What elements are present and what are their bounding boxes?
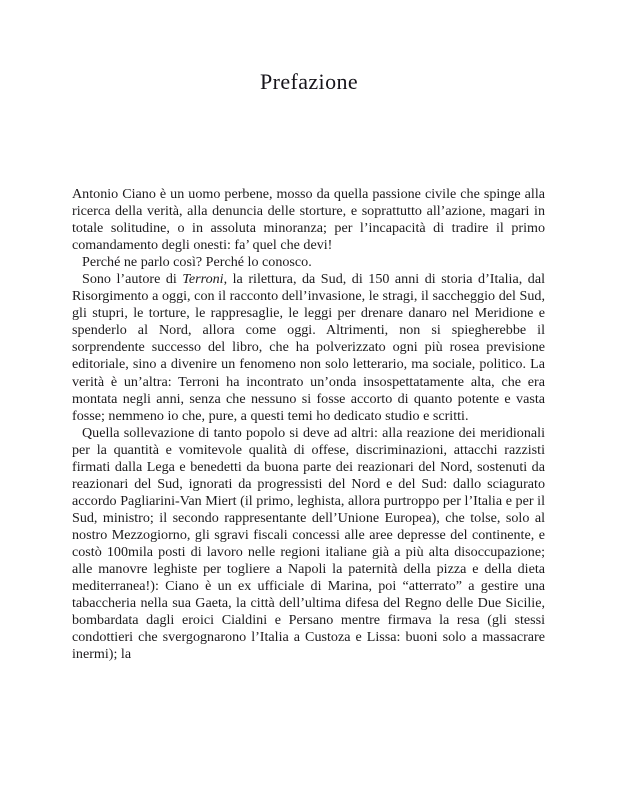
paragraph: Sono l’autore di Terroni, la rilettura, da Sud, di 150 anni di storia d’Italia, dal Risorgimento a oggi, con il racconto dell’invasione, le stragi, il saccheggio del Sud, gli stupri, le torture, le rappresaglie, le leggi per drenare danaro nel Meridione e spenderlo al Nord, allora come oggi. Altrimenti, non si spiegherebbe il sorprendente successo del libro, che ha polverizzato ogni più rosea previsione editoriale, sino a divenire un fenomeno non solo letterario, ma sociale, politico. La verità è un’altra: Terroni ha incontrato un’onda insospettatamente alta, che era montata negli anni, senza che nessuno si fosse accorto di quanto potente e vasta fosse; nemmeno io che, pure, a questi temi ho dedicato studio e scritti. xyxy=(72,271,545,424)
body-text-block xyxy=(72,186,545,663)
paragraph: Antonio Ciano è un uomo perbene, mosso da quella passione civile che spinge alla ricerca della verità, alla denuncia delle storture, e soprattutto all’azione, magari in totale solitudine, o in assoluta minoranza; per l’incapacità di tradire il primo comandamento degli onesti: fa’ quel che devi! xyxy=(72,186,545,254)
paragraph: Perché ne parlo così? Perché lo conosco. xyxy=(82,254,312,271)
page-title: Prefazione xyxy=(259,69,359,94)
italic-title: Terroni xyxy=(182,271,224,288)
paragraph: Quella sollevazione di tanto popolo si deve ad altri: alla reazione dei meridionali per la quantità e vomitevole qualità di offese, discriminazioni, attacchi razzisti firmati dalla Lega e benedetti da buona parte dei reazionari del Nord, sostenuti da reazionari del Sud, ignorati da progressisti del Nord e del Sud: dallo sciagurato accordo Pagliarini-Van Miert (il primo, leghista, allora purtroppo per l’Italia e per il Sud, ministro; il secondo rappresentante dell’Unione Europea), che tolse, solo al nostro Mezzogiorno, gli sgravi fiscali concessi alle aree depresse del continente, e costò 100mila posti di lavoro nelle regioni italiane già a più alta disoccupazione; alle manovre leghiste per togliere a Napoli la paternità della pizza e della dieta mediterranea!): Ciano è un ex ufficiale di Marina, poi “atterrato” a gestire una tabaccheria nella sua Gaeta, la città dell’ultima difesa del Regno delle Due Sicilie, bombardata dagli eroici Cialdini e Persano mentre firmava la resa (gli stessi condottieri che svergognarono l’Italia a Custoza e Lissa: buoni solo a massacrare inermi); la xyxy=(72,424,545,663)
